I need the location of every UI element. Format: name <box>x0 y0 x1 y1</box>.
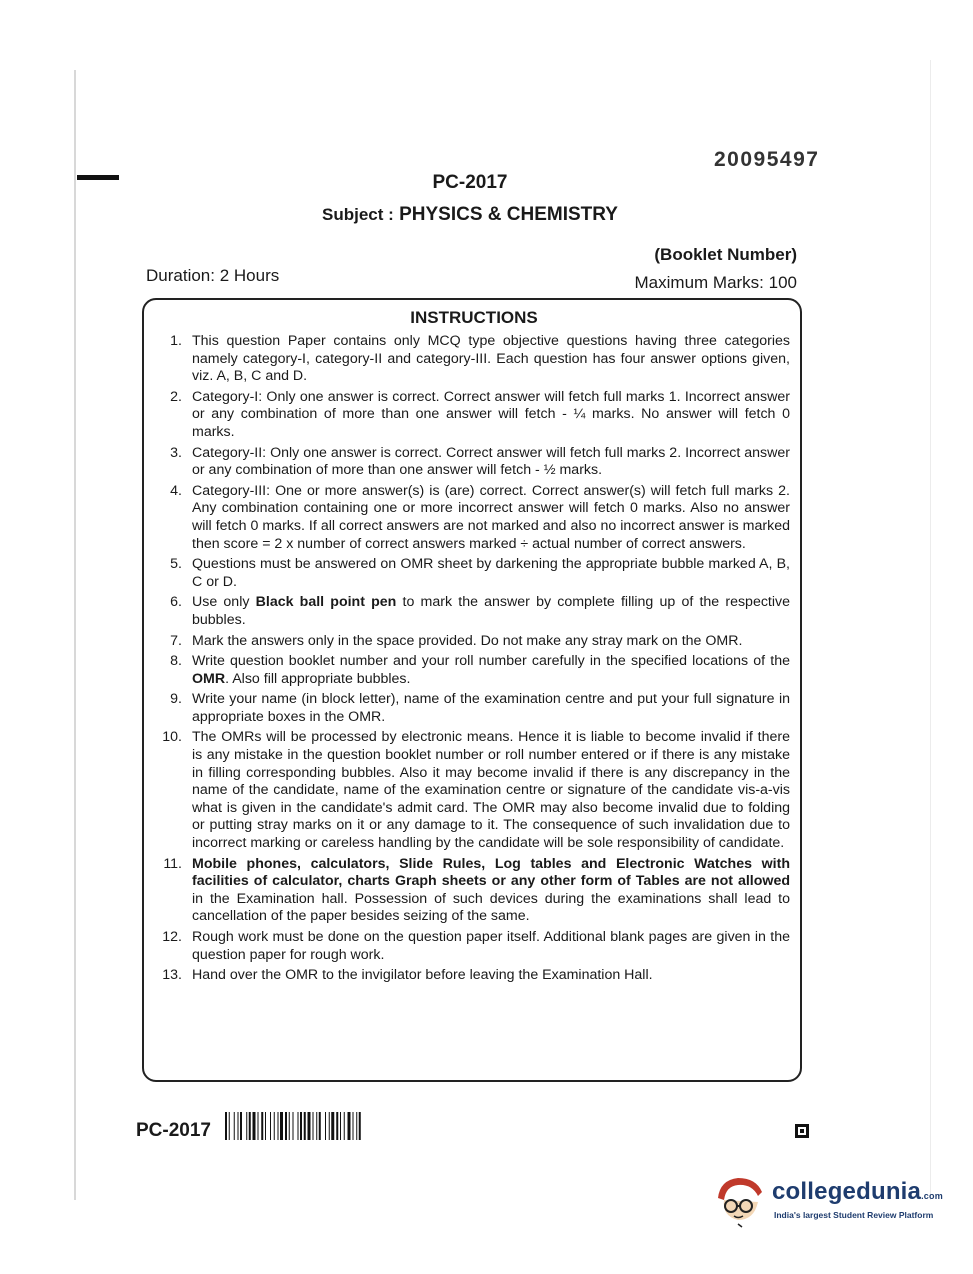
barcode-bar <box>325 1112 326 1140</box>
instruction-number: 13. <box>162 967 182 984</box>
barcode-bar <box>308 1112 311 1140</box>
brand-name <box>772 1178 943 1206</box>
instruction-number: 7. <box>170 632 182 649</box>
instruction-text-pre: Category-I: Only one answer is correct. Correct answer will fetch full marks 1. Incorrect answer or any combination of more than one answer will fetch - ¼ marks. No answer will fetch 0 marks. <box>192 388 790 440</box>
barcode-bar <box>348 1112 351 1140</box>
barcode-bar <box>298 1112 299 1140</box>
barcode-bar <box>253 1112 256 1140</box>
instruction-text <box>192 483 790 552</box>
serial-number: 20095497 <box>714 148 820 171</box>
instruction-number: 4. <box>170 482 182 499</box>
barcode-bar <box>285 1112 287 1140</box>
barcode-bar <box>234 1112 235 1140</box>
instruction-number: 11. <box>163 855 182 872</box>
instruction-item <box>144 389 800 442</box>
instruction-text-pre: Hand over the OMR to the invigilator before leaving the Examination Hall. <box>192 967 653 984</box>
instruction-text-pre: Category-II: Only one answer is correct. Correct answer will fetch full marks 2. Incorrect answer or any combination of more than one answer will fetch - ½ marks. <box>192 444 790 479</box>
barcode-bar <box>225 1112 227 1140</box>
instruction-item <box>144 929 800 964</box>
barcode-bar <box>249 1112 251 1140</box>
barcode-bar <box>313 1112 314 1140</box>
barcode-bar <box>316 1112 317 1140</box>
instruction-number: 9. <box>170 691 182 708</box>
student-mascot-icon <box>712 1172 770 1228</box>
brand-tld: .com <box>921 1191 943 1201</box>
duration: Duration: 2 Hours <box>146 266 280 285</box>
instruction-item <box>144 653 800 688</box>
instruction-text <box>192 633 742 649</box>
brand-tagline: India's largest Student Review Platform <box>774 1210 934 1220</box>
barcode-bar <box>289 1112 290 1140</box>
instruction-text-bold: Black ball point pen <box>255 594 397 611</box>
instruction-text-post: . Also fill appropriate bubbles. <box>225 670 411 687</box>
barcode-bar <box>229 1112 230 1140</box>
instruction-item <box>144 556 800 591</box>
subject-line <box>0 204 940 226</box>
barcode-bar <box>353 1112 354 1140</box>
instruction-text-bold: OMR <box>192 670 226 687</box>
instruction-number: 1. <box>170 333 182 349</box>
barcode-bar <box>359 1112 361 1140</box>
instruction-item <box>144 633 800 651</box>
maximum-marks: Maximum Marks: 100 <box>634 273 797 292</box>
instruction-text <box>192 691 790 725</box>
barcode <box>225 1112 401 1140</box>
instruction-text <box>192 333 790 384</box>
instruction-text-pre: Write your name (in block letter), name of the examination centre and put your full signature in appropriate boxes in the OMR. <box>192 691 790 725</box>
barcode-bar <box>270 1112 271 1140</box>
page-edge-right <box>930 60 931 1200</box>
barcode-bar <box>258 1112 259 1140</box>
instruction-text <box>192 967 653 983</box>
barcode-bar <box>300 1112 302 1140</box>
paper-code-title: PC-2017 <box>432 172 508 193</box>
instruction-text-pre: Mark the answers only in the space provided. Do not make any stray mark on the OMR. <box>192 632 743 649</box>
instruction-text-pre: Write question booklet number and your roll number carefully in the specified locations of the <box>192 653 790 670</box>
instruction-number: 6. <box>170 594 182 611</box>
instruction-item <box>144 445 800 480</box>
instruction-item <box>144 856 800 926</box>
instruction-text <box>192 594 790 628</box>
barcode-bar <box>246 1112 247 1140</box>
collegedunia-watermark <box>712 1172 942 1232</box>
instruction-text-pre: Questions must be answered on OMR sheet by darkening the appropriate bubble marked A, B, C or D. <box>192 556 790 590</box>
instruction-text-pre: Use only <box>192 594 256 611</box>
instruction-item <box>144 594 800 629</box>
instruction-text-pre: This question Paper contains only MCQ type objective questions having three categories namely category-I, category-II and category-III. Each question has four answer options given, viz. A, B, C and D. <box>192 333 790 385</box>
instruction-text <box>192 729 790 851</box>
barcode-bar <box>278 1112 279 1140</box>
page-edge-left <box>74 70 76 1200</box>
instruction-text-pre: Category-III: One or more answer(s) is (are) correct. Correct answer(s) will fetch full marks 2. Any combination containing one or more incorrect answer will fetch 0 marks. Also no answer will fetch 0 marks. If all correct answers are not marked and also no incorrect answer is marked then score = 2 x number of correct answers marked ÷ actual number of correct answers. <box>192 482 790 552</box>
instruction-text-post: in the Examination hall. Possession of such devices during the examinations shall lead to cancellation of the paper besides seizing of the same. <box>192 890 790 925</box>
barcode-bar <box>238 1112 239 1140</box>
instruction-item <box>144 483 800 553</box>
barcode-bar <box>336 1112 338 1140</box>
barcode-bar <box>265 1112 266 1140</box>
barcode-bar <box>304 1112 306 1140</box>
barcode-bar <box>293 1112 294 1140</box>
instruction-number: 2. <box>170 388 182 405</box>
subject-value: PHYSICS & CHEMISTRY <box>399 204 618 225</box>
barcode-bar <box>261 1112 263 1140</box>
barcode-bar <box>331 1112 334 1140</box>
instruction-text <box>192 929 790 963</box>
instructions-title: INSTRUCTIONS <box>410 308 538 327</box>
instruction-text-pre: The OMRs will be processed by electronic means. Hence it is liable to become invalid if there is any mistake in the question booklet number or roll number entered or if there is any mistake in filling corresponding bubbles. Also it may become invalid if there is any discrepancy in the name of the candidate, name of the examination centre or signature of the candidate vis-a-vis what is given in the candidate's admit card. The OMR may also become invalid due to folding or putting stray marks on it or any damage to it. The consequence of such invalidation due to incorrect marking or careless handling by the candidate will be sole responsibility of candidate. <box>192 729 790 852</box>
footer-paper-code: PC-2017 <box>136 1120 211 1141</box>
instructions-box <box>142 298 802 1082</box>
corner-square-mark <box>795 1124 809 1138</box>
instruction-text <box>192 445 790 479</box>
instruction-number: 3. <box>170 444 182 461</box>
instructions-list <box>144 333 800 988</box>
barcode-bar <box>356 1112 357 1140</box>
instruction-number: 12. <box>162 929 182 945</box>
instruction-text <box>192 556 790 590</box>
booklet-number-label: (Booklet Number) <box>654 245 797 264</box>
instruction-text-pre: Rough work must be done on the question paper itself. Additional blank pages are given in the question paper for rough work. <box>192 929 790 963</box>
instruction-number: 5. <box>170 556 182 573</box>
instruction-text-bold: Mobile phones, calculators, Slide Rules, Log tables and Electronic Watches with facilities of calculator, charts Graph sheets or any other form of Tables are not allowed <box>192 855 790 890</box>
instruction-item <box>144 691 800 726</box>
barcode-bar <box>240 1112 242 1140</box>
instruction-number: 8. <box>170 653 182 670</box>
instruction-text <box>192 389 790 440</box>
barcode-bar <box>344 1112 345 1140</box>
instruction-text <box>192 653 790 687</box>
barcode-bar <box>329 1112 330 1140</box>
barcode-bar <box>274 1112 275 1140</box>
instruction-item <box>144 729 800 852</box>
barcode-bar <box>280 1112 283 1140</box>
subject-label: Subject : <box>322 205 394 224</box>
instruction-number: 10. <box>162 729 182 746</box>
barcode-bar <box>319 1112 321 1140</box>
brand-name-text: collegedunia <box>772 1178 922 1205</box>
instruction-item <box>144 333 800 386</box>
instruction-text <box>192 856 790 925</box>
instruction-item <box>144 967 800 985</box>
barcode-bar <box>340 1112 341 1140</box>
instruction-text-post: to mark the answer by complete filling up of the respective bubbles. <box>192 594 791 628</box>
